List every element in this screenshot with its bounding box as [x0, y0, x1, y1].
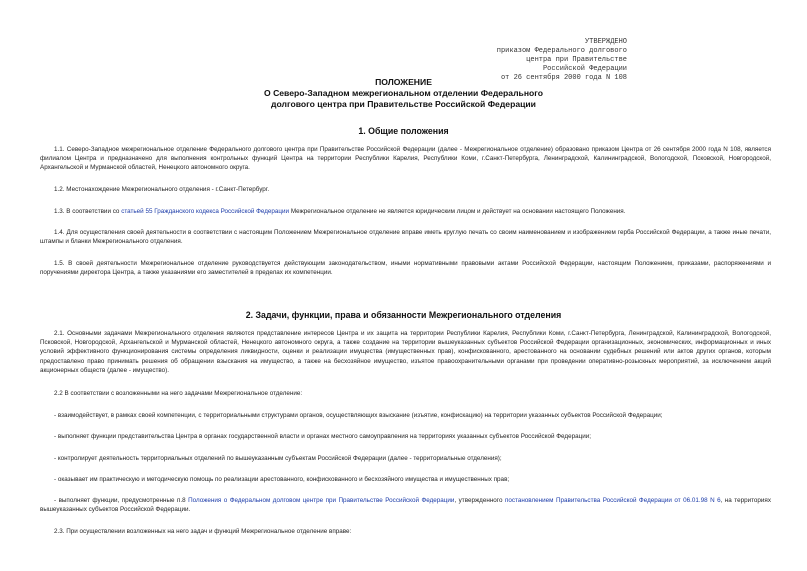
paragraph-2-1: 2.1. Основными задачами Межрегионального отделения являются представление интересов Центра и их защита на территории Республики Карелия, Республики Коми, г.Санкт-Петербурга, Ленинградской, Калининградской, Вологодской, Псковской, Новгородской, Архангельской и Мурманской областей, Ненецкого автономного округа, а также создание на территории вышеуказанных субъектов Российской Федерации организационных, экономических, информационных и иных условий эффективного функционирования системы определения ликвидности, оценки и реализации имущества (имущественных прав), конфискованного, арестованного на основании судебных решений или актов других органов, которым предоставлено право принимать решения об обращении взыскания на имущество, а также на бесхозяйное имущество, изъятое правоохранительными органами при проведении оперативно-розыскных мероприятий, за исключением акций акционерных обществ (далее - имущество). — [40, 330, 771, 374]
section-heading-2: 2. Задачи, функции, права и обязанности Межрегионального отделения — [245, 310, 562, 320]
list-item: - взаимодействует, в рамках своей компетенции, с территориальными структурами органов, осуществляющих взыскание (изъятие, конфискацию) на территории указанных субъектов Российской Федерации; — [54, 412, 663, 419]
title-line: ПОЛОЖЕНИЕ — [375, 77, 432, 87]
list-item: - выполняет функции представительства Центра в органах государственной власти и органах местного самоуправления на территориях указанных субъектов Российской Федерации; — [54, 433, 591, 440]
document-title — [200, 77, 607, 110]
government-decree-link[interactable]: постановлением Правительства Российской Федерации от 06.01.98 N 6 — [504, 497, 721, 504]
paragraph-1-1: 1.1. Северо-Западное межрегиональное отделение Федерального долгового центра при Правительстве Российской Федерации (далее - Межрегиональное отделение) образовано приказом Центра от 26 сентября 2000 года N 108, является филиалом Центра и предназначено для выполнения контрольных функций Центра на территории Республики Карелия, Республики Коми, г.Санкт-Петербурга, Ленинградской, Калининградской, Вологодской, Псковской, Новгородской, Архангельской и Мурманской областей, Ненецкого автономного округа. — [40, 146, 771, 172]
paragraph-2-2: 2.2 В соответствии с возложенными на него задачами Межрегиональное отделение: — [54, 390, 303, 397]
title-line: О Северо-Западном межрегиональном отделении Федерального — [264, 88, 543, 98]
list-item: - контролирует деятельность территориальных отделений по вышеуказанным субъектам Российской Федерации (далее - территориальные отделения); — [54, 455, 502, 462]
approval-line: УТВЕРЖДЕНО — [584, 38, 627, 46]
list-item: - оказывает им практическую и методическую помощь по реализации арестованного, конфискованного и бесхозяйного имущества и имущественных прав; — [54, 476, 510, 483]
paragraph-1-4: 1.4. Для осуществления своей деятельности в соответствии с настоящим Положением Межрегиональное отделение вправе иметь круглую печать со своим наименованием и изображением герба Российской Федерации, а также иные печати, штампы и бланки Межрегионального отделения. — [40, 229, 771, 246]
list-item: - выполняет функции, предусмотренные п.8 Положения о Федеральном долговом центре при Правительстве Российской Федерации, утвержденного постановлением Правительства Российской Федерации от 06.01.98 N 6, на территориях вышеуказанных субъектов Российской Федерации. — [40, 497, 771, 514]
paragraph-1-2: 1.2. Местонахождение Межрегионального отделения - г.Санкт-Петербург. — [54, 186, 270, 193]
paragraph-1-5: 1.5. В своей деятельности Межрегиональное отделение руководствуется действующим законодательством, иными нормативными правовыми актами Российской Федерации, настоящим Положением, приказами, распоряжениями и поручениями директора Центра, а также указаниями его заместителей в пределах их компетенции. — [40, 260, 771, 277]
approval-line: от 26 сентября 2000 года N 108 — [500, 74, 627, 82]
approval-line: центра при Правительстве — [526, 56, 627, 64]
approval-line: Российской Федерации — [542, 65, 627, 73]
title-line: долгового центра при Правительстве Российской Федерации — [271, 99, 536, 109]
paragraph-1-3: 1.3. В соответствии со статьей 55 Гражданского кодекса Российской Федерации Межрегиональное отделение не является юридическим лицом и действует на основании настоящего Положения. — [54, 208, 626, 215]
civil-code-link[interactable]: статьей 55 Гражданского кодекса Российской Федерации — [121, 208, 290, 215]
section-heading-1: 1. Общие положения — [358, 126, 449, 136]
approval-line: приказом Федерального долгового — [496, 47, 627, 55]
debt-center-regulation-link[interactable]: Положения о Федеральном долговом центре при Правительстве Российской Федерации — [188, 497, 455, 504]
paragraph-2-3: 2.3. При осуществлении возложенных на него задач и функций Межрегиональное отделение вправе: — [54, 528, 352, 535]
